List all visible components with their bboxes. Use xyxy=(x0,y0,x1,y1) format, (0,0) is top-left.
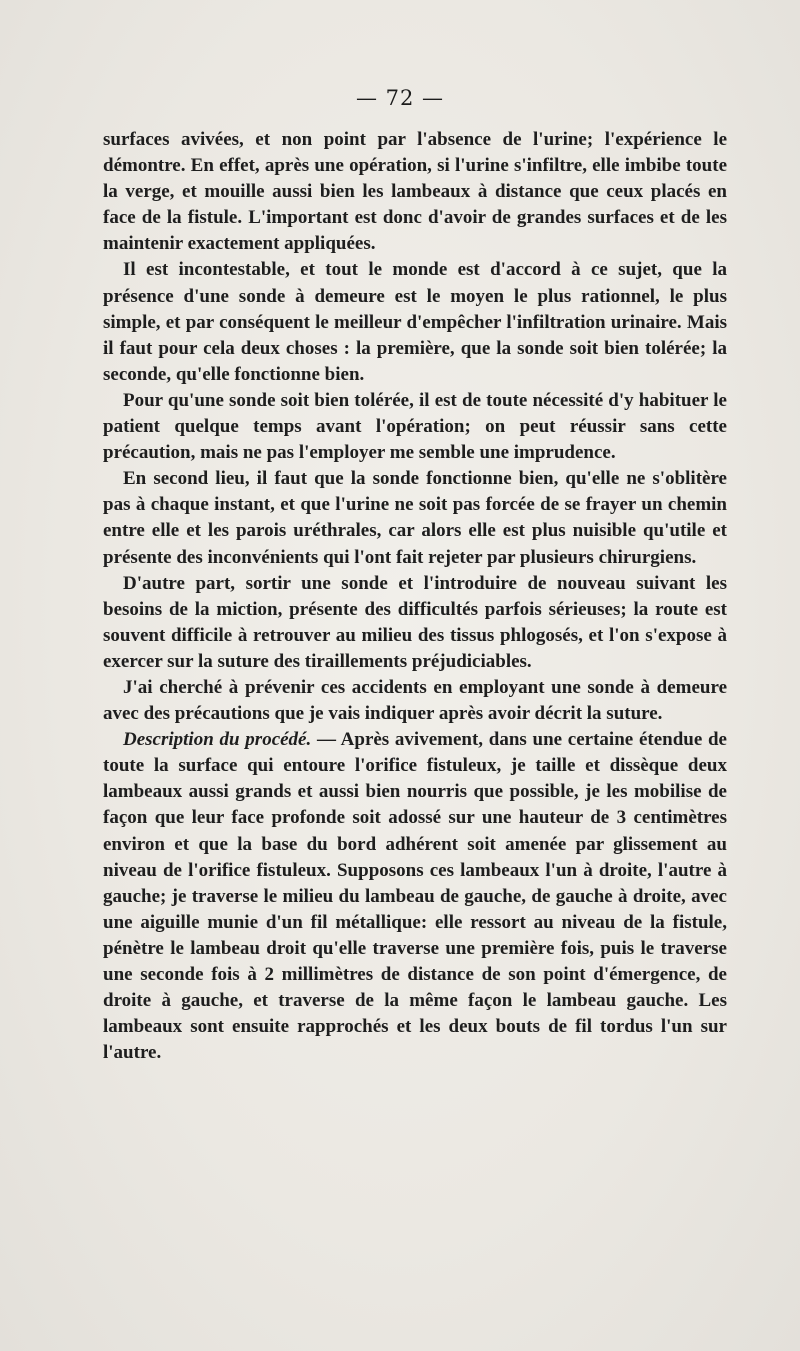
paragraph-6: J'ai cherché à prévenir ces accidents en employant une sonde à demeure avec des précautions que je vais indiquer après avoir décrit la suture. xyxy=(103,676,727,725)
description-body: — Après avivement, dans une certaine étendue de toute la surface qui entoure l'orifice fistuleux, je taille et dissèque deux lambeaux aussi grands et aussi bien nourris que possible, je les mobilise de façon que leur face profonde soit adossé sur une hauteur de 3 centimètres environ et que la base du bord adhérent soit amenée par glissement au niveau de l'orifice fistuleux. Supposons ces lambeaux l'un à droite, l'autre à gauche; je traverse le milieu du lambeau de gauche, de gauche à droite, avec une aiguille munie d'un fil métallique: elle ressort au niveau de la fistule, pénètre le lambeau droit qu'elle traverse une première fois, puis le traverse une seconde fois à 2 millimètres de distance de son point d'émergence, de droite à gauche, et traverse de la même façon le lambeau gauche. Les lambeaux sont ensuite rapprochés et les deux bouts de fil tordus l'un sur l'autre. xyxy=(103,729,727,1064)
paragraph-description xyxy=(103,727,727,1066)
page-number: — 72 — xyxy=(355,86,445,110)
paragraph-5: D'autre part, sortir une sonde et l'introduire de nouveau suivant les besoins de la miction, présente des difficultés parfois sérieuses; la route est souvent difficile à retrouver au milieu des tissus phlogosés, et l'on s'expose à exercer sur la suture des tiraillements préjudiciables. xyxy=(103,572,727,672)
paragraph-1: surfaces avivées, et non point par l'absence de l'urine; l'expérience le démontre. En effet, après une opération, si l'urine s'infiltre, elle imbibe toute la verge, et mouille aussi bien les lambeaux à distance que ceux placés en face de la fistule. L'important est donc d'avoir de grandes surfaces et de les maintenir exactement appliquées. xyxy=(103,129,727,255)
body-text xyxy=(103,127,727,1066)
paragraph-4: En second lieu, il faut que la sonde fonctionne bien, qu'elle ne s'oblitère pas à chaque instant, et que l'urine ne soit pas forcée de se frayer un chemin entre elle et les parois uréthrales, car alors elle est plus nuisible qu'utile et présente des inconvénients qui l'ont fait rejeter par plusieurs chirurgiens. xyxy=(103,468,727,568)
description-heading: Description du procédé. xyxy=(123,729,312,751)
paragraph-2: Il est incontestable, et tout le monde est d'accord à ce sujet, que la présence d'une sonde à demeure est le moyen le plus rationnel, le plus simple, et par conséquent le meilleur d'empêcher l'infiltration urinaire. Mais il faut pour cela deux choses : la première, que la sonde soit bien tolérée; la seconde, qu'elle fonctionne bien. xyxy=(103,259,727,385)
paragraph-3: Pour qu'une sonde soit bien tolérée, il est de toute nécessité d'y habituer le patient quelque temps avant l'opération; on peut réussir sans cette précaution, mais ne pas l'employer me semble une imprudence. xyxy=(103,389,727,464)
